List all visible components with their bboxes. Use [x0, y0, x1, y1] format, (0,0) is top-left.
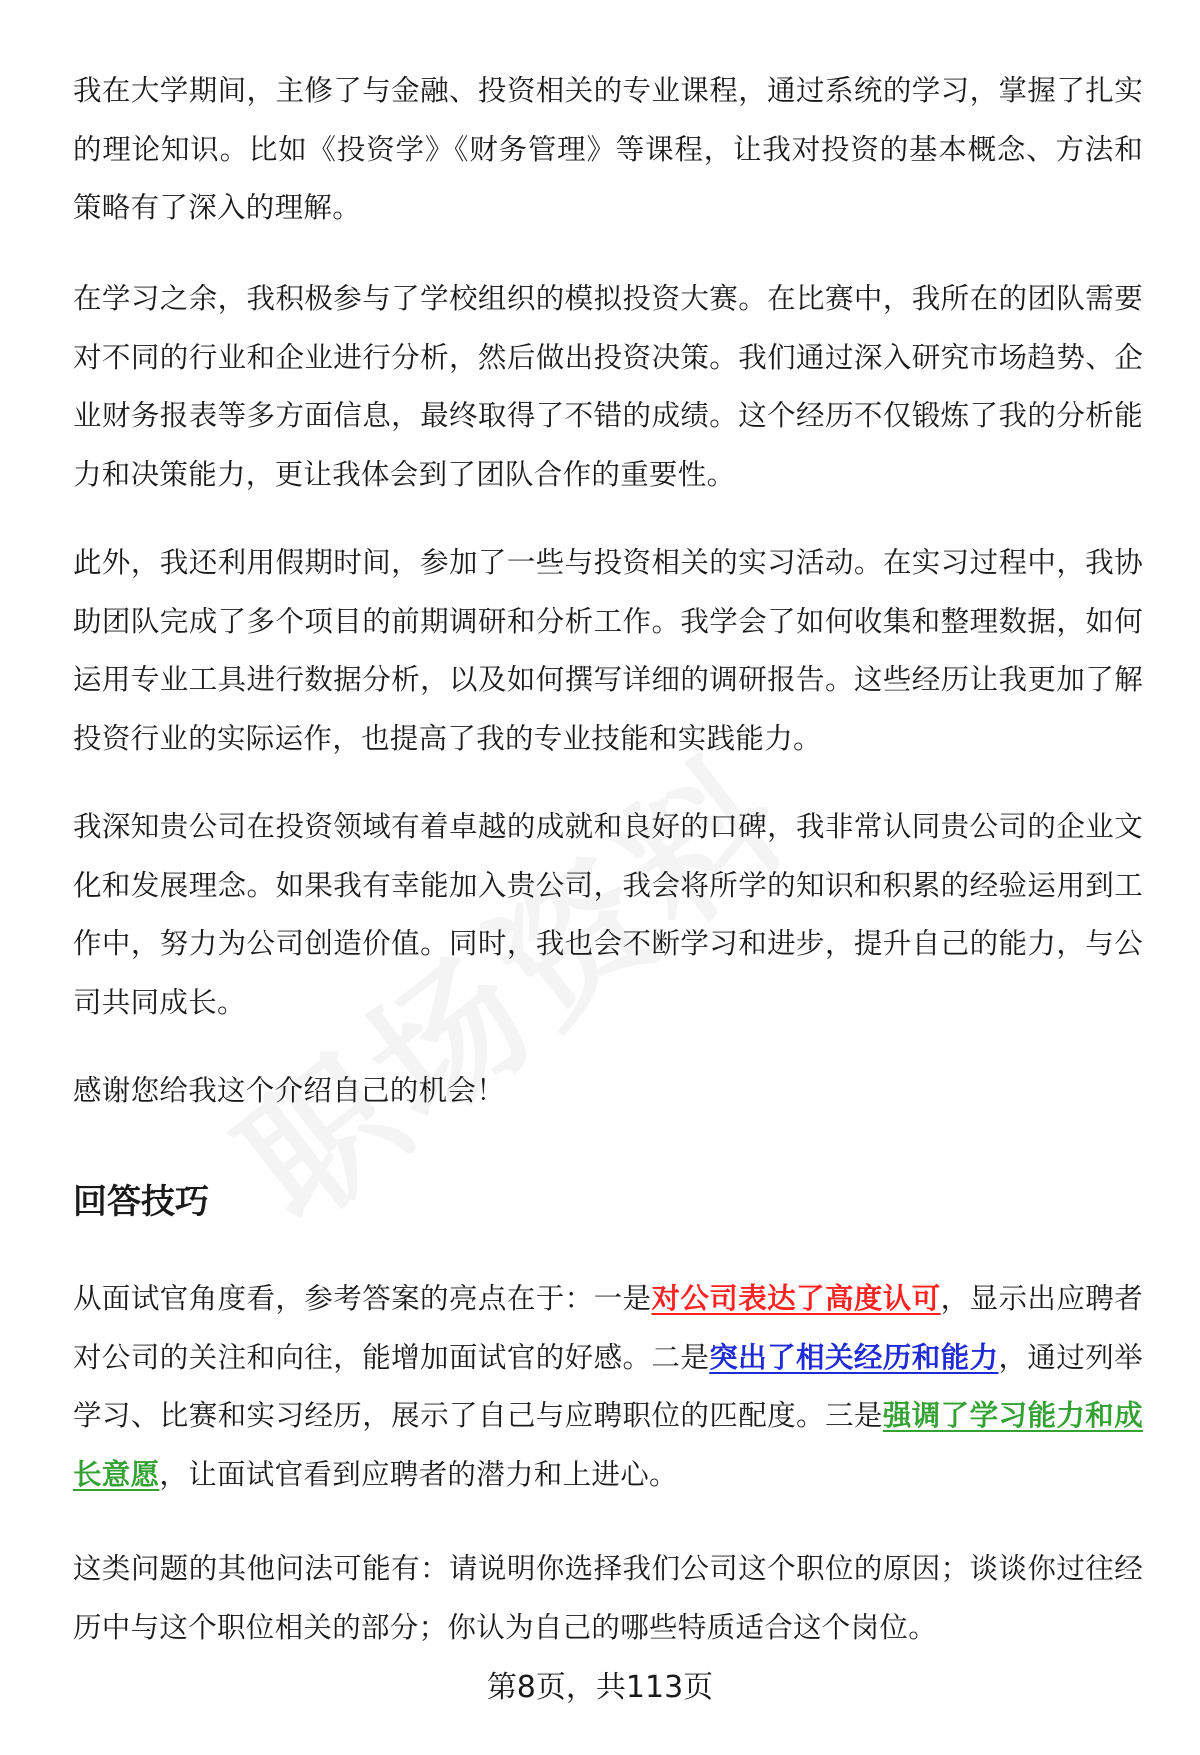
page-number: 第8页，共113页 — [486, 1670, 714, 1705]
body-paragraph-1: 我在大学期间，主修了与金融、投资相关的专业课程，通过系统的学习，掌握了扎实的理论知识。比如《投资学》《财务管理》等课程，让我对投资的基本概念、方法和策略有了深入的理解。 — [73, 74, 1143, 224]
closing-line: 感谢您给我这个介绍自己的机会！ — [73, 1074, 506, 1107]
alternative-questions-paragraph: 这类问题的其他问法可能有：请说明你选择我们公司这个职位的原因；谈谈你过往经历中与这个职位相关的部分；你认为自己的哪些特质适合这个岗位。 — [73, 1552, 1143, 1644]
tips-text-b: ，显示出应聘者对公司的关注和向往，能增加面试官的好感。二是 — [73, 1282, 1143, 1374]
tips-text-a: 从面试官角度看，参考答案的亮点在于：一是 — [73, 1282, 652, 1315]
body-paragraph-4: 我深知贵公司在投资领域有着卓越的成就和良好的口碑，我非常认同贵公司的企业文化和发展理念。如果我有幸能加入贵公司，我会将所学的知识和积累的经验运用到工作中，努力为公司创造价值。同时，我也会不断学习和进步，提升自己的能力，与公司共同成长。 — [73, 810, 1143, 1019]
highlight-experience-ability: 突出了相关经历和能力 — [709, 1340, 999, 1374]
body-paragraph-2: 在学习之余，我积极参与了学校组织的模拟投资大赛。在比赛中，我所在的团队需要对不同的行业和企业进行分析，然后做出投资决策。我们通过深入研究市场趋势、企业财务报表等多方面信息，最终取得了不错的成绩。这个经历不仅锻炼了我的分析能力和决策能力，更让我体会到了团队合作的重要性。 — [73, 282, 1143, 491]
tips-text-c: ，通过列举学习、比赛和实习经历，展示了自己与应聘职位的匹配度。三是 — [73, 1340, 1143, 1432]
highlight-learning-growth: 强调了学习能力和成长意愿 — [73, 1399, 1144, 1491]
tips-text-d: ，让面试官看到应聘者的潜力和上进心。 — [159, 1457, 678, 1491]
tips-paragraph — [73, 1270, 1143, 1504]
highlight-company-recognition: 对公司表达了高度认可 — [651, 1282, 941, 1315]
section-heading: 回答技巧 — [73, 1182, 209, 1222]
body-paragraph-3: 此外，我还利用假期时间，参加了一些与投资相关的实习活动。在实习过程中，我协助团队完成了多个项目的前期调研和分析工作。我学会了如何收集和整理数据，如何运用专业工具进行数据分析，以及如何撰写详细的调研报告。这些经历让我更加了解投资行业的实际运作，也提高了我的专业技能和实践能力。 — [73, 546, 1143, 755]
